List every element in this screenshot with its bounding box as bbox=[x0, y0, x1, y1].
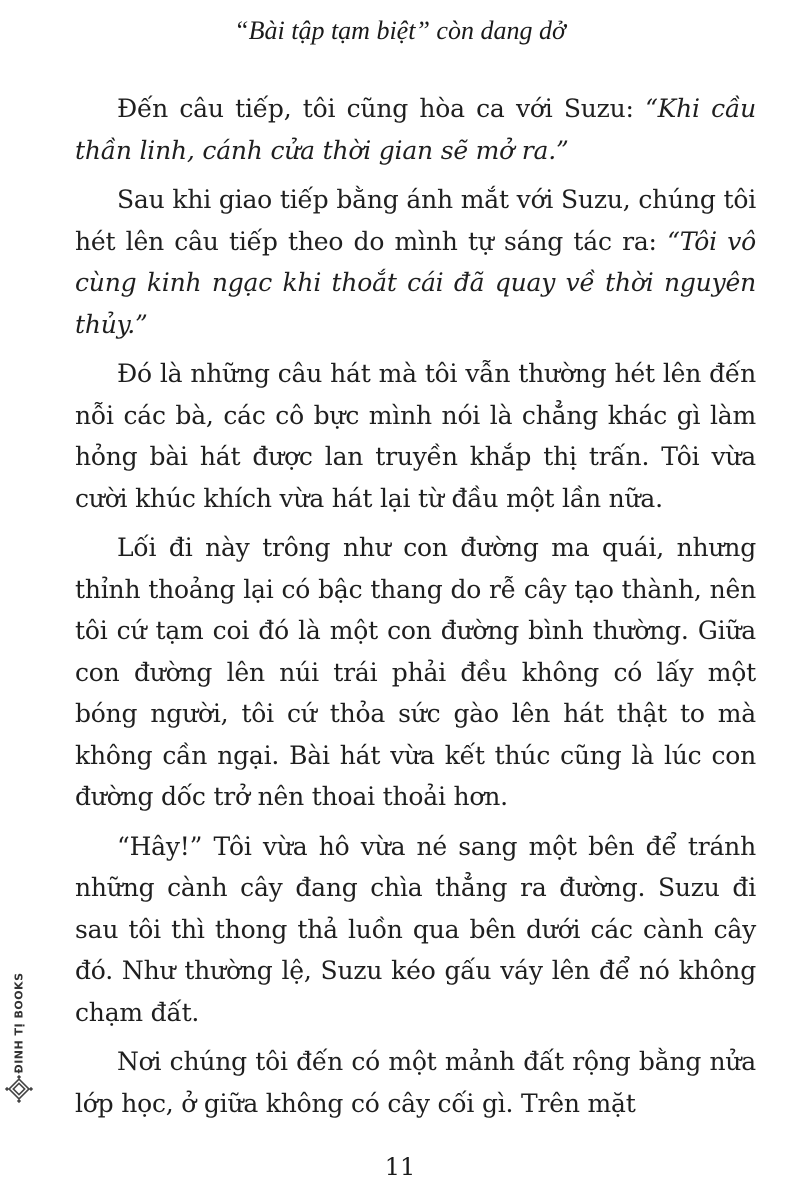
text-segment: Đến câu tiếp, tôi cũng hòa ca với Suzu: bbox=[117, 94, 646, 123]
paragraph bbox=[75, 88, 756, 171]
text-segment: Đó là những câu hát mà tôi vẫn thường hét lên đến nỗi các bà, các cô bực mình nói là chẳng khác gì làm hỏng bài hát được lan truyền khắp thị trấn. Tôi vừa cười khúc khích vừa hát lại từ đầu một lần nữa. bbox=[75, 359, 756, 513]
paragraph bbox=[75, 527, 756, 818]
running-header bbox=[0, 14, 800, 48]
paragraph bbox=[75, 353, 756, 519]
paragraph bbox=[75, 1041, 756, 1124]
paragraph bbox=[75, 179, 756, 345]
publisher-name: ĐINH TỊ BOOKS bbox=[12, 972, 26, 1074]
italic-quote: “Khi cầu thần linh, cánh cửa thời gian sẽ mở ra.” bbox=[75, 94, 756, 165]
body-text bbox=[75, 88, 756, 1132]
italic-quote: “Tôi vô cùng kinh ngạc khi thoắt cái đã quay về thời nguyên thủy.” bbox=[75, 226, 756, 339]
running-title: “Bài tập tạm biệt” còn dang dở bbox=[234, 16, 566, 45]
text-segment: Sau khi giao tiếp bằng ánh mắt với Suzu, chúng tôi hét lên câu tiếp theo do mình tự sáng tác ra: bbox=[75, 185, 756, 256]
publisher-mark bbox=[2, 972, 30, 1110]
paragraph bbox=[75, 826, 756, 1034]
dinh-ti-logo-icon bbox=[4, 1074, 34, 1104]
text-segment: Lối đi này trông như con đường ma quái, nhưng thỉnh thoảng lại có bậc thang do rễ cây tạo thành, nên tôi cứ tạm coi đó là một con đường bình thường. Giữa con đường lên núi trái phải đều không có lấy một bóng người, tôi cứ thỏa sức gào lên hát thật to mà không cần ngại. Bài hát vừa kết thúc cũng là lúc con đường dốc trở nên thoai thoải hơn. bbox=[75, 533, 756, 811]
text-segment: “Hây!” Tôi vừa hô vừa né sang một bên để tránh những cành cây đang chìa thẳng ra đường. Suzu đi sau tôi thì thong thả luồn qua bên dưới các cành cây đó. Như thường lệ, Suzu kéo gấu váy lên để nó không chạm đất. bbox=[75, 831, 756, 1027]
page-number: 11 bbox=[384, 1153, 416, 1181]
text-segment: Nơi chúng tôi đến có một mảnh đất rộng bằng nửa lớp học, ở giữa không có cây cối gì. Trên mặt bbox=[75, 1047, 756, 1118]
